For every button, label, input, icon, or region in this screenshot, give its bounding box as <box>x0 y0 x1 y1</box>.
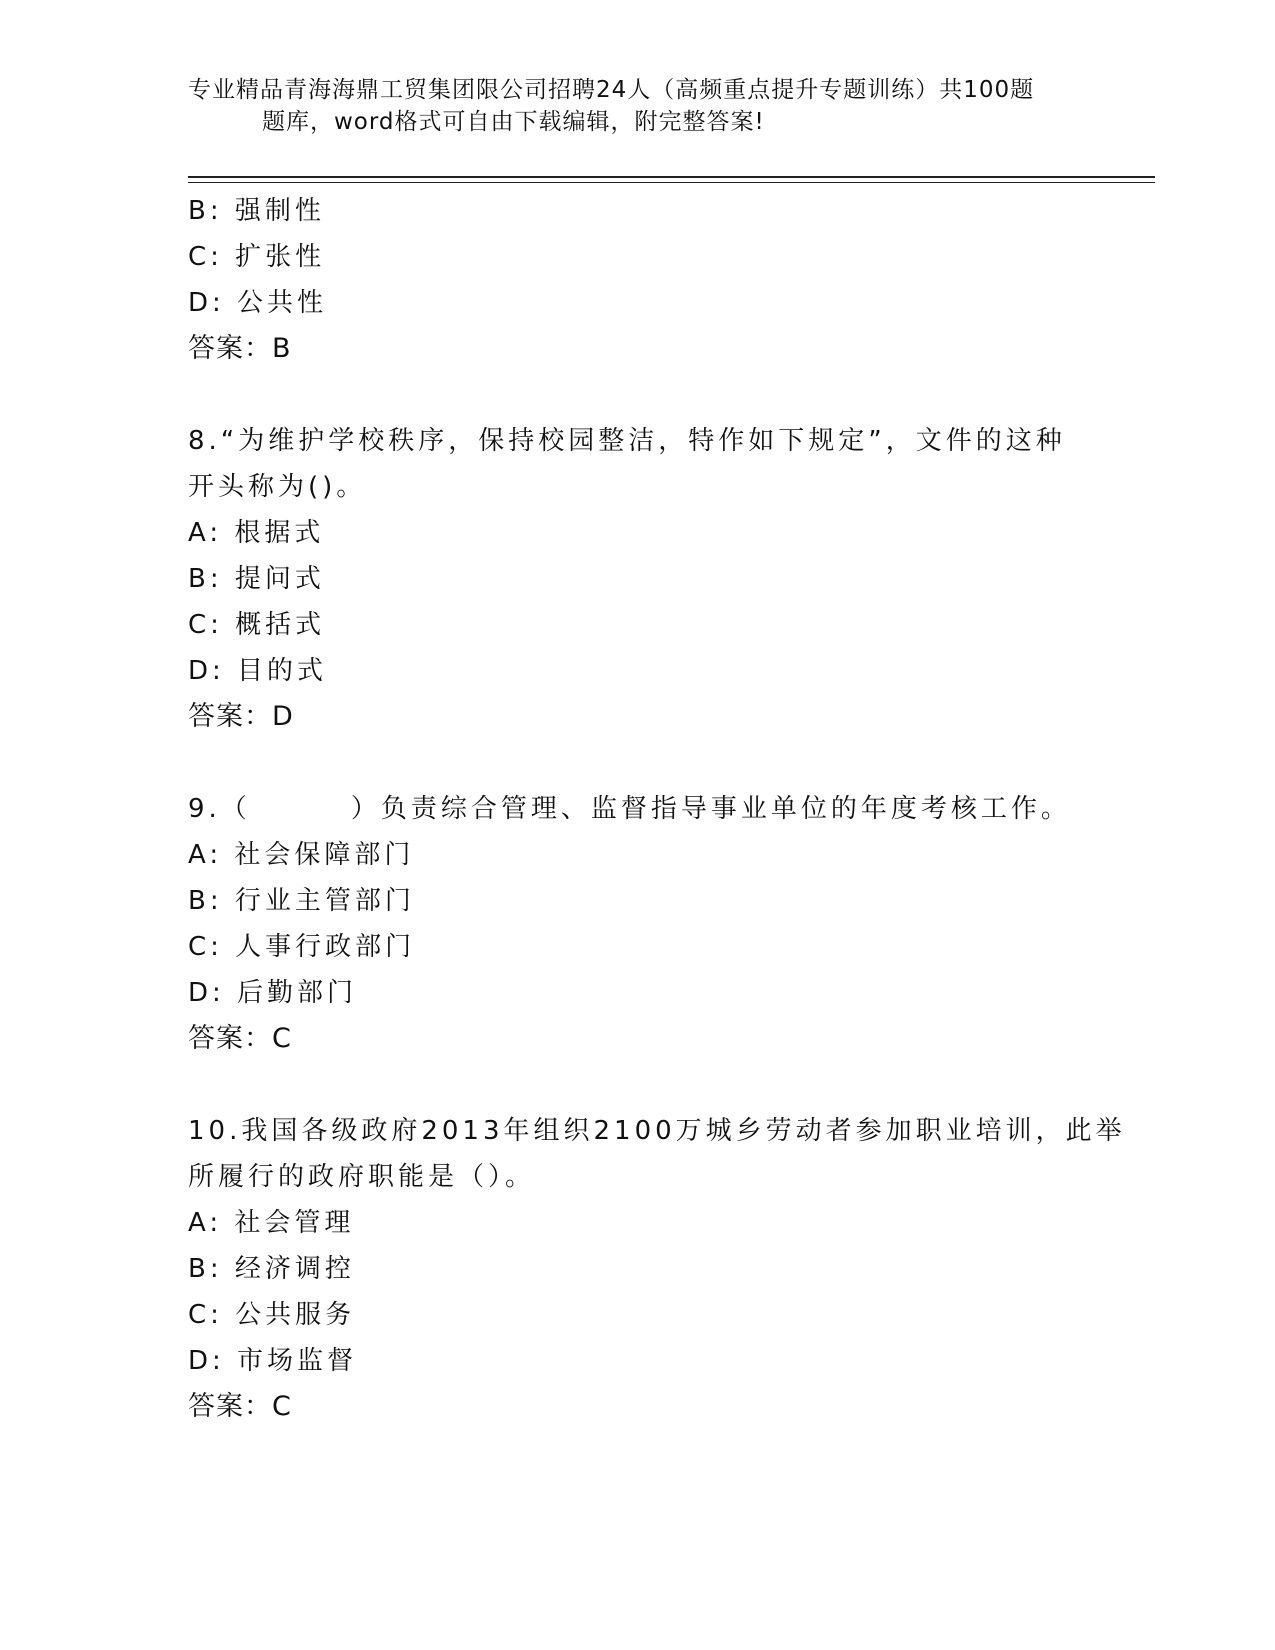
option-d: D: 后勤部门 <box>188 978 358 1008</box>
option-a: A: 社会保障部门 <box>188 840 415 870</box>
option-a: A: 根据式 <box>188 518 325 548</box>
header-title-line1: 专业精品青海海鼎工贸集团限公司招聘24人（高频重点提升专题训练）共100题 <box>188 77 1035 103</box>
question-8 <box>188 418 1088 740</box>
header-divider-thick <box>188 176 1155 178</box>
answer: 答案：C <box>188 1391 292 1422</box>
header-divider-thin <box>188 182 1155 183</box>
option-c: C: 概括式 <box>188 610 326 640</box>
answer: 答案：C <box>188 1023 292 1054</box>
question-stem-continued: 所履行的政府职能是（）。 <box>188 1162 536 1192</box>
question-7-tail <box>188 188 1088 372</box>
option-c: C: 扩张性 <box>188 242 326 272</box>
option-c: C: 人事行政部门 <box>188 932 416 962</box>
option-c: C: 公共服务 <box>188 1300 356 1330</box>
answer: 答案：D <box>188 701 294 732</box>
question-9 <box>188 786 1088 1062</box>
stem-prefix: 9.（ <box>188 794 251 824</box>
option-a: A: 社会管理 <box>188 1208 355 1238</box>
option-b: B: 强制性 <box>188 196 325 226</box>
header-title-line2: 题库，word格式可自由下载编辑，附完整答案! <box>262 109 765 135</box>
option-d: D: 市场监督 <box>188 1346 358 1376</box>
stem-suffix: ）负责综合管理、监督指导事业单位的年度考核工作。 <box>350 794 1071 824</box>
question-list <box>188 188 1126 1430</box>
option-d: D: 目的式 <box>188 656 328 686</box>
option-b: B: 经济调控 <box>188 1254 355 1284</box>
question-stem-continued: 开头称为()。 <box>188 472 367 502</box>
question-stem <box>188 786 1088 832</box>
answer: 答案：B <box>188 333 292 364</box>
document-header <box>188 74 1068 138</box>
option-b: B: 提问式 <box>188 564 325 594</box>
option-b: B: 行业主管部门 <box>188 886 415 916</box>
question-stem: 8.“为维护学校秩序，保持校园整洁，特作如下规定”，文件的这种 <box>188 426 1066 456</box>
question-stem: 10.我国各级政府2013年组织2100万城乡劳动者参加职业培训，此举 <box>188 1116 1126 1146</box>
question-10 <box>188 1108 1126 1430</box>
option-d: D: 公共性 <box>188 288 328 318</box>
